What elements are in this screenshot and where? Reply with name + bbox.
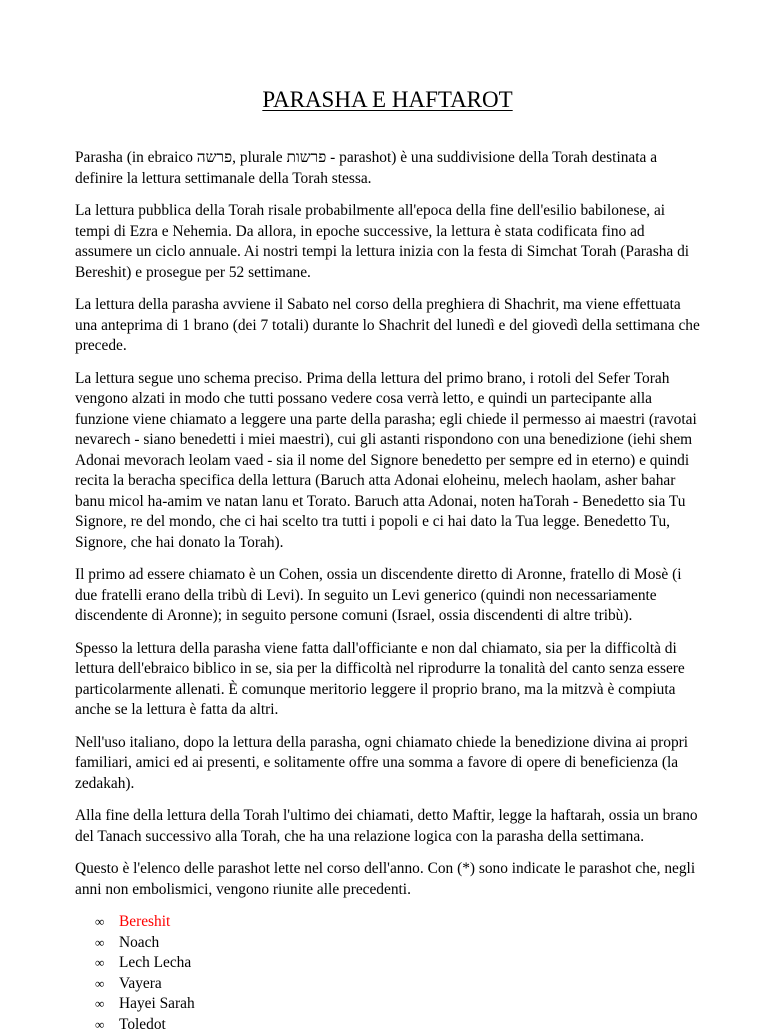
paragraph-italian-use: Nell'uso italiano, dopo la lettura della parasha, ogni chiamato chiede la benedizione divina ai propri familiari, amici ed ai presenti, e solitamente offre una somma a favore di opere di beneficienza (la zedakah). — [75, 733, 700, 795]
paragraph-haftarah: Alla fine della lettura della Torah l'ultimo dei chiamati, detto Maftir, legge la haftarah, ossia un brano del Tanach successivo alla Torah, che ha una relazione logica con la parasha della settimana. — [75, 806, 700, 847]
parasha-link[interactable]: Vayera — [119, 974, 162, 995]
infinity-icon: ∞ — [95, 933, 119, 954]
paragraph-officiant: Spesso la lettura della parasha viene fatta dall'officiante e non dal chiamato, sia per la difficoltà di lettura dell'ebraico biblico in se, sia per la difficoltà nel riprodurre la tonalità del canto senza essere particolarmente allenati. È comunque meritorio leggere il proprio brano, ma la mitzvà è compiuta anche se la lettura è fatta da altri. — [75, 639, 700, 721]
list-item[interactable] — [95, 933, 700, 954]
list-item[interactable] — [95, 953, 700, 974]
page-title: PARASHA E HAFTAROT — [75, 0, 700, 114]
paragraph-intro: Parasha (in ebraico פרשה, plurale פרשות - parashot) è una suddivisione della Torah destinata a definire la lettura settimanale della Torah stessa. — [75, 148, 700, 189]
parasha-link[interactable]: Bereshit — [119, 912, 170, 933]
list-item[interactable] — [95, 994, 700, 1015]
parasha-link[interactable]: Noach — [119, 933, 159, 954]
body-text — [75, 148, 700, 900]
paragraph-list-intro: Questo è l'elenco delle parashot lette nel corso dell'anno. Con (*) sono indicate le parashot che, negli anni non embolismici, vengono riunite alle precedenti. — [75, 859, 700, 900]
list-item[interactable] — [95, 912, 700, 933]
paragraph-procedure: La lettura segue uno schema preciso. Prima della lettura del primo brano, i rotoli del Sefer Torah vengono alzati in modo che tutti possano vedere cosa verrà letto, e quindi un partecipante alla funzione viene chiamato a leggere una parte della parasha; egli chiede il permesso ai maestri (ravotai nevarech - siano benedetti i miei maestri), cui gli astanti rispondono con una benedizione (iehi shem Adonai mevorach leolam vaed - sia il nome del Signore benedetto per sempre ed in eterno) e quindi recita la beracha specifica della lettura (Baruch atta Adonai eloheinu, melech haolam, asher bahar banu micol ha-amim ve natan lanu et Torato. Baruch atta Adonai, noten haTorah - Benedetto sia Tu Signore, re del mondo, che ci hai scelto tra tutti i popoli e ci hai dato la Tua legge. Benedetto Tu, Signore, che hai donato la Torah). — [75, 369, 700, 554]
parasha-link[interactable]: Hayei Sarah — [119, 994, 195, 1015]
infinity-icon: ∞ — [95, 912, 119, 933]
paragraph-history: La lettura pubblica della Torah risale probabilmente all'epoca della fine dell'esilio babilonese, ai tempi di Ezra e Nehemia. Da allora, in epoche successive, la lettura è stata codificata fino ad assumere un ciclo annuale. Ai nostri tempi la lettura inizia con la festa di Simchat Torah (Parasha di Bereshit) e prosegue per 52 settimane. — [75, 201, 700, 283]
infinity-icon: ∞ — [95, 953, 119, 974]
infinity-icon: ∞ — [95, 974, 119, 995]
list-item[interactable] — [95, 1015, 700, 1035]
parasha-link[interactable]: Lech Lecha — [119, 953, 191, 974]
infinity-icon: ∞ — [95, 994, 119, 1015]
paragraph-schedule: La lettura della parasha avviene il Sabato nel corso della preghiera di Shachrit, ma viene effettuata una anteprima di 1 brano (dei 7 totali) durante lo Shachrit del lunedì e del giovedì della settimana che precede. — [75, 295, 700, 357]
infinity-icon: ∞ — [95, 1015, 119, 1035]
parashot-list — [75, 912, 700, 1035]
list-item[interactable] — [95, 974, 700, 995]
parasha-link[interactable]: Toledot — [119, 1015, 166, 1035]
paragraph-order: Il primo ad essere chiamato è un Cohen, ossia un discendente diretto di Aronne, fratello di Mosè (i due fratelli erano della tribù di Levi). In seguito un Levi generico (quindi non necessariamente discendente di Aronne); in seguito persone comuni (Israel, ossia discendenti di altre tribù). — [75, 565, 700, 627]
